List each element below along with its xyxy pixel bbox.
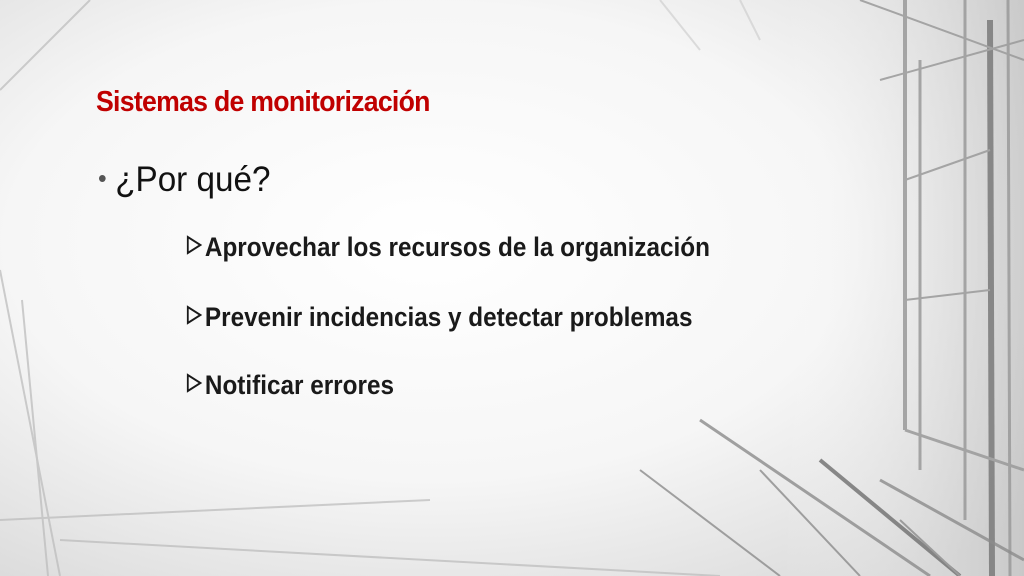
sub-bullet-text: Aprovechar los recursos de la organización [204,232,710,262]
sub-bullet-text: Prevenir incidencias y detectar problemas [204,302,693,332]
slide-title: Sistemas de monitorización [96,86,430,118]
arrow-bullet-icon [186,372,202,394]
sub-bullet-text: Notificar errores [204,370,394,400]
arrow-bullet-icon [186,304,202,326]
sub-bullet-item-2 [186,302,692,333]
bullet-text: ¿Por qué? [115,160,271,199]
sub-bullet-item-3 [186,370,394,401]
sub-bullet-item-1 [186,232,710,263]
round-bullet-icon: • [98,163,107,193]
bullet-item [98,160,270,200]
arrow-bullet-icon [186,234,202,256]
